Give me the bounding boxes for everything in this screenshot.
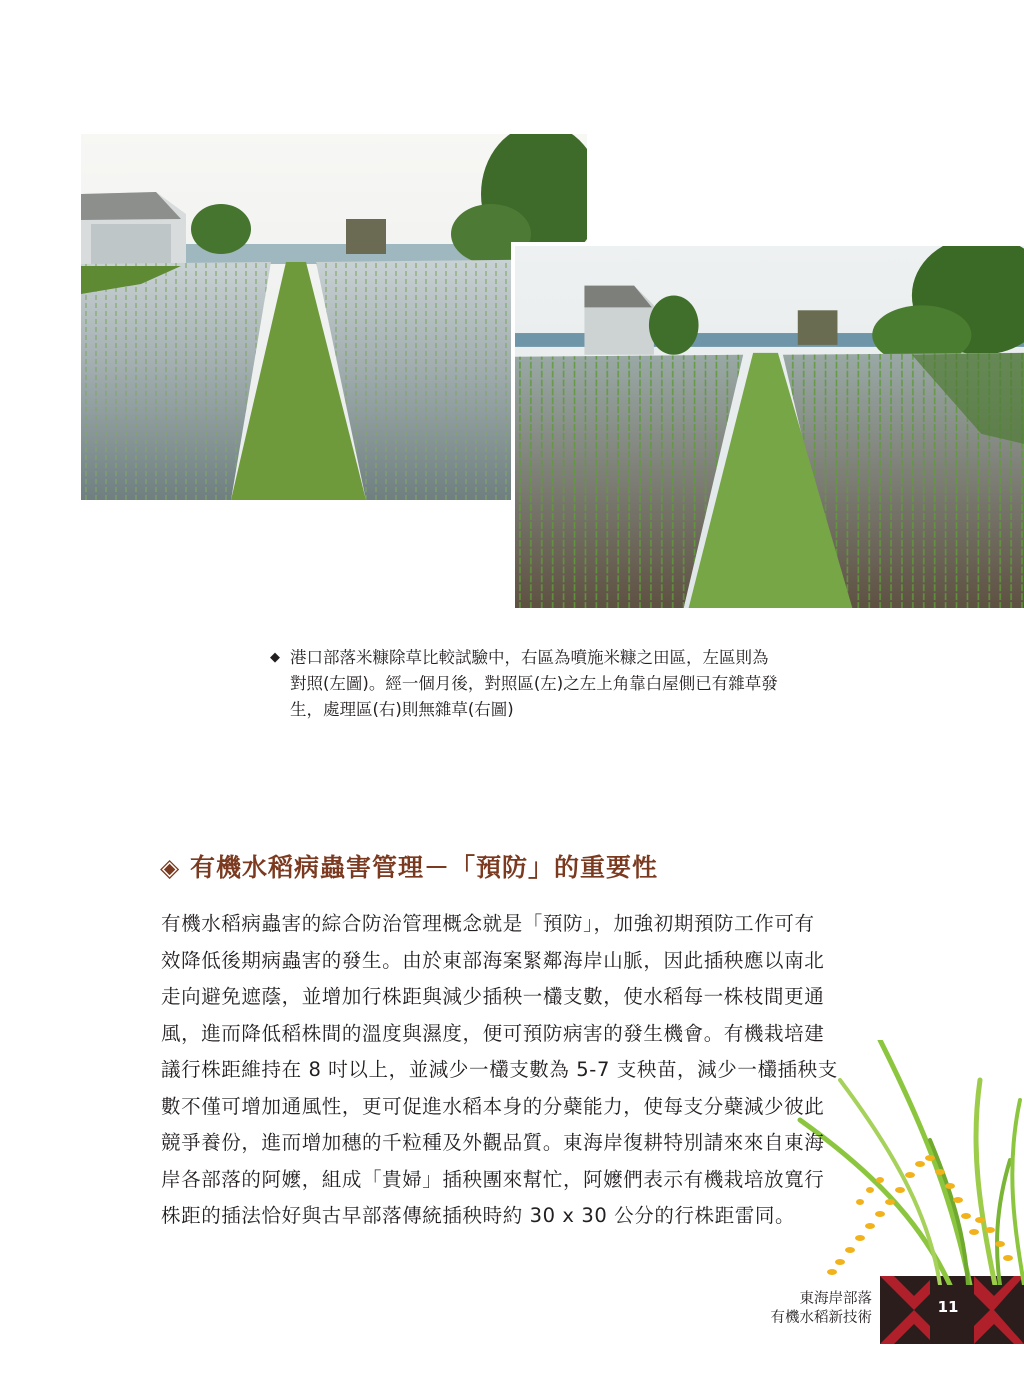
- body-paragraph: [161, 906, 881, 1235]
- body-line: 有機水稻病蟲害的綜合防治管理概念就是「預防」，加強初期預防工作可有: [161, 912, 815, 935]
- section-title-text: 有機水稻病蟲害管理－「預防」的重要性: [190, 853, 659, 882]
- body-line: 風，進而降低稻株間的溫度與濕度，便可預防病害的發生機會。有機栽培建: [161, 1021, 825, 1045]
- right-field-photo: [511, 242, 1024, 608]
- diamond-marker-icon: ◈: [160, 853, 181, 882]
- body-line: 競爭養份，進而增加穗的千粒種及外觀品質。東海岸復耕特別請來來自東海: [161, 1131, 825, 1154]
- diamond-bullet-icon: ◆: [270, 650, 280, 665]
- caption-line: 港口部落米糠除草比較試驗中，右區為噴施米糠之田區，左區則為: [290, 648, 769, 667]
- body-line: 效降低後期病蟲害的發生。由於東部海案緊鄰海岸山脈，因此插秧應以南北: [161, 948, 825, 972]
- footer-line-1: 東海岸部落: [799, 1291, 872, 1307]
- caption-line: 生，處理區(右)則無雜草(右圖): [290, 700, 514, 719]
- page-number: 11: [937, 1298, 959, 1316]
- caption-line: 對照(左圖)。經一個月後，對照區(左)之左上角靠白屋側已有雜草發: [290, 674, 778, 693]
- photo-caption: [270, 645, 870, 723]
- body-line: 株距的插法恰好與古早部落傳統插秧時約 30 x 30 公分的行株距雷同。: [161, 1204, 796, 1227]
- section-title: [160, 848, 658, 884]
- footer-book-title: [771, 1290, 873, 1328]
- body-line: 議行株距維持在 8 吋以上，並減少一欉支數為 5-7 支秧苗，減少一欉插秧支: [161, 1058, 838, 1081]
- footer-line-2: 有機水稻新技術: [770, 1310, 872, 1326]
- body-line: 走向避免遮蔭，並增加行株距與減少插秧一欉支數，使水稻每一株枝間更通: [161, 985, 825, 1008]
- body-line: 岸各部落的阿嬤，組成「貴婦」插秧團來幫忙，阿嬤們表示有機栽培放寬行: [161, 1167, 825, 1191]
- body-line: 數不僅可增加通風性，更可促進水稻本身的分蘗能力，使每支分蘗減少彼此: [161, 1094, 825, 1118]
